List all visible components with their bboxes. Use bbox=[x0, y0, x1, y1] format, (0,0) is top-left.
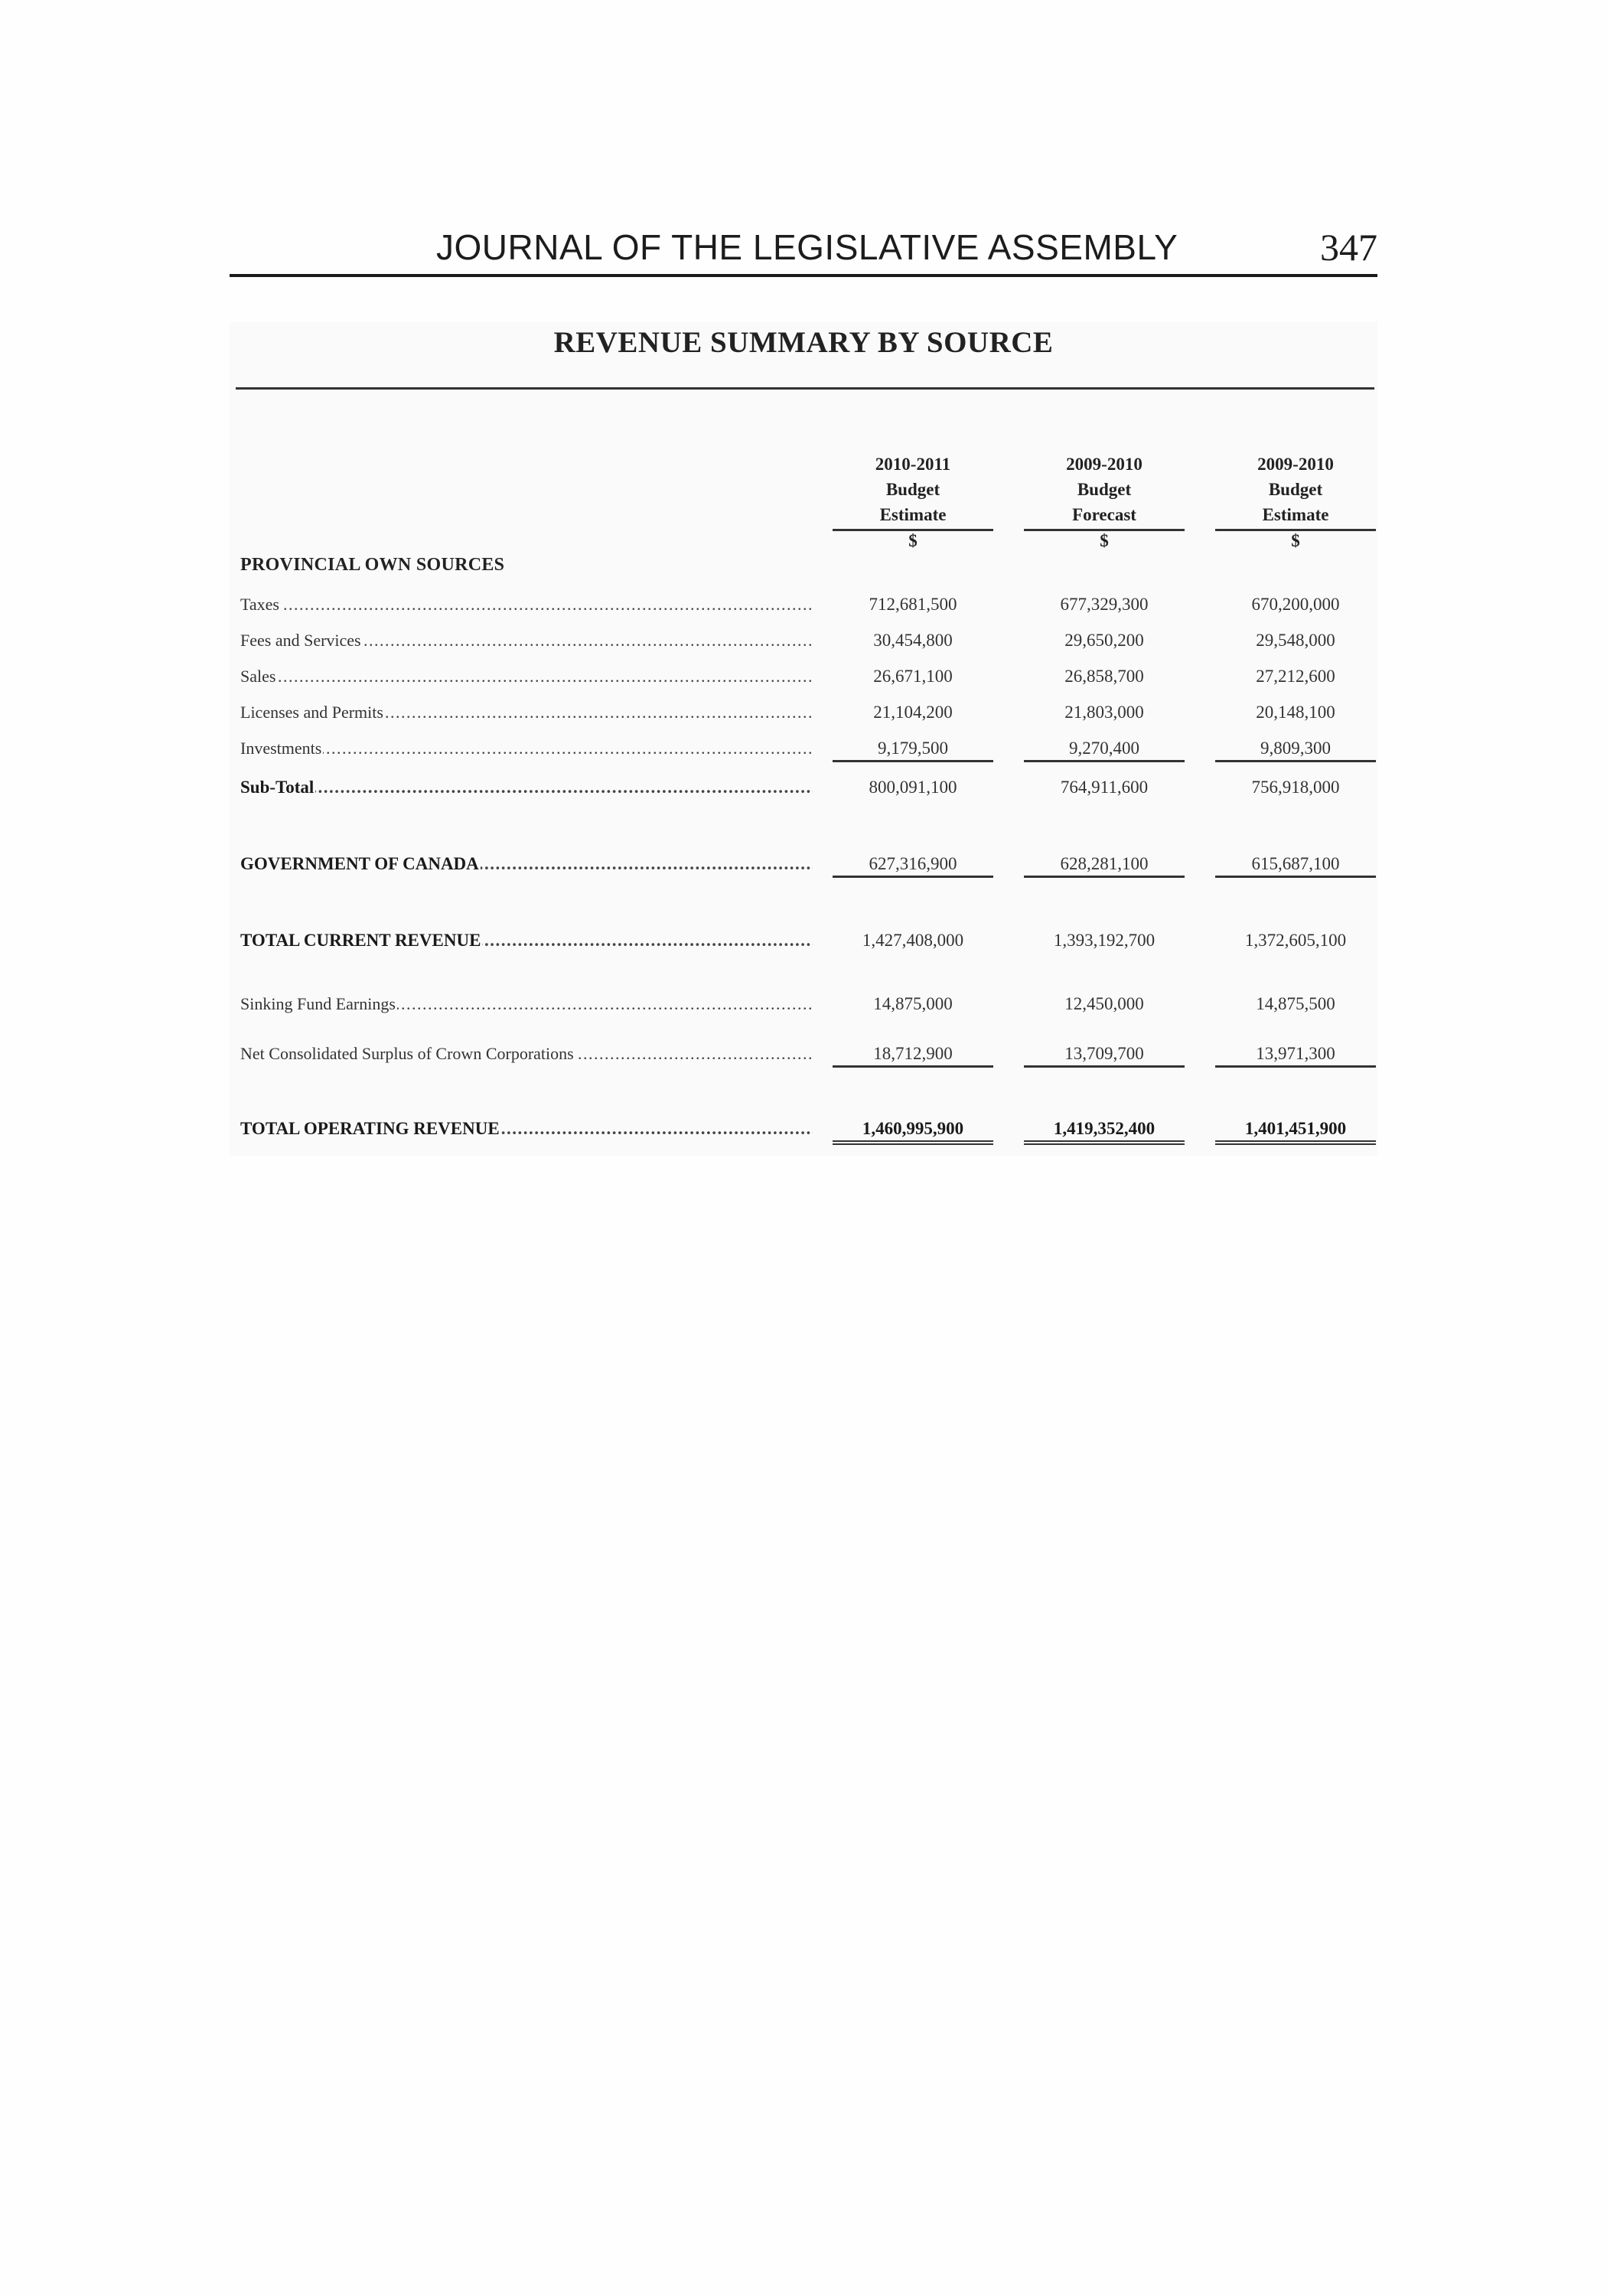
row-label: Sub-Total ..... bbox=[240, 778, 813, 804]
value-2009-2010-estimate: 29,548,000 bbox=[1256, 631, 1335, 650]
table-title: REVENUE SUMMARY BY SOURCE bbox=[553, 326, 1054, 359]
value-2010-2011-estimate: 9,179,500 bbox=[833, 739, 993, 762]
value-2009-2010-forecast: 677,329,300 bbox=[1060, 595, 1149, 614]
subtotal-row bbox=[230, 776, 1377, 804]
column-header-1 bbox=[833, 452, 993, 551]
total-current-revenue-row bbox=[230, 929, 1377, 957]
column-header-2 bbox=[1024, 452, 1185, 551]
value-2009-2010-forecast: 9,270,400 bbox=[1024, 739, 1185, 762]
column-line3: Estimate bbox=[879, 505, 947, 524]
value-2009-2010-forecast: 764,911,600 bbox=[1060, 778, 1149, 797]
value-2010-2011-estimate: 1,427,408,000 bbox=[862, 931, 964, 950]
table-row bbox=[230, 629, 1377, 657]
row-label: TOTAL CURRENT REVENUE ..... bbox=[240, 931, 813, 957]
value-2009-2010-estimate: 13,971,300 bbox=[1215, 1044, 1376, 1068]
value-2009-2010-estimate: 1,401,451,900 bbox=[1215, 1119, 1376, 1145]
table-row bbox=[230, 665, 1377, 693]
total-operating-revenue-row bbox=[230, 1117, 1377, 1145]
column-line2: Budget bbox=[885, 480, 940, 499]
value-2010-2011-estimate: 30,454,800 bbox=[873, 631, 953, 650]
value-2010-2011-estimate: 21,104,200 bbox=[873, 703, 953, 722]
value-2010-2011-estimate: 712,681,500 bbox=[869, 595, 957, 614]
row-label: GOVERNMENT OF CANADA ..... bbox=[240, 854, 813, 880]
journal-title: JOURNAL OF THE LEGISLATIVE ASSEMBLY bbox=[436, 227, 1178, 267]
column-line3: Forecast bbox=[1072, 505, 1136, 524]
value-2009-2010-estimate: 14,875,500 bbox=[1256, 994, 1335, 1013]
revenue-summary-table bbox=[230, 321, 1377, 1156]
value-2009-2010-forecast: 1,419,352,400 bbox=[1024, 1119, 1185, 1145]
column-line3: Estimate bbox=[1262, 505, 1329, 524]
column-year: 2009-2010 bbox=[1066, 455, 1143, 474]
column-line2: Budget bbox=[1077, 480, 1132, 499]
value-2009-2010-estimate: 1,372,605,100 bbox=[1244, 931, 1347, 950]
value-2009-2010-forecast: 628,281,100 bbox=[1024, 854, 1185, 878]
row-label: TOTAL OPERATING REVENUE ..... bbox=[240, 1119, 813, 1145]
value-2010-2011-estimate: 14,875,000 bbox=[873, 994, 953, 1013]
section-heading: PROVINCIAL OWN SOURCES bbox=[240, 555, 505, 575]
value-2009-2010-estimate: 9,809,300 bbox=[1215, 739, 1376, 762]
column-currency: $ bbox=[908, 531, 918, 550]
value-2010-2011-estimate: 18,712,900 bbox=[833, 1044, 993, 1068]
page-number: 347 bbox=[1320, 226, 1377, 269]
row-label: Fees and Services ..... bbox=[240, 631, 813, 657]
value-2009-2010-forecast: 1,393,192,700 bbox=[1053, 931, 1156, 950]
government-of-canada-row bbox=[230, 853, 1377, 880]
value-2009-2010-forecast: 26,858,700 bbox=[1064, 667, 1144, 686]
value-2010-2011-estimate: 1,460,995,900 bbox=[833, 1119, 993, 1145]
value-2009-2010-estimate: 27,212,600 bbox=[1256, 667, 1335, 686]
table-row bbox=[230, 701, 1377, 729]
column-year: 2010-2011 bbox=[875, 455, 951, 474]
table-row bbox=[230, 593, 1377, 621]
value-2009-2010-estimate: 670,200,000 bbox=[1251, 595, 1340, 614]
value-2009-2010-estimate: 20,148,100 bbox=[1256, 703, 1335, 722]
value-2009-2010-forecast: 12,450,000 bbox=[1064, 994, 1144, 1013]
row-label: Sales ..... bbox=[240, 667, 813, 693]
table-row bbox=[230, 993, 1377, 1020]
column-currency: $ bbox=[1100, 531, 1109, 550]
column-header-3 bbox=[1215, 452, 1376, 551]
row-label: Taxes ..... bbox=[240, 595, 813, 621]
value-2009-2010-forecast: 21,803,000 bbox=[1064, 703, 1144, 722]
value-2009-2010-forecast: 13,709,700 bbox=[1024, 1044, 1185, 1068]
value-2009-2010-estimate: 615,687,100 bbox=[1215, 854, 1376, 878]
table-row bbox=[230, 737, 1377, 765]
column-line2: Budget bbox=[1268, 480, 1323, 499]
column-currency: $ bbox=[1291, 531, 1300, 550]
value-2009-2010-forecast: 29,650,200 bbox=[1064, 631, 1144, 650]
value-2010-2011-estimate: 800,091,100 bbox=[869, 778, 957, 797]
title-rule bbox=[236, 387, 1374, 390]
value-2010-2011-estimate: 26,671,100 bbox=[873, 667, 953, 686]
row-label: Sinking Fund Earnings ..... bbox=[240, 994, 813, 1020]
running-head bbox=[230, 220, 1377, 277]
row-label: Net Consolidated Surplus of Crown Corporations ..... bbox=[240, 1044, 813, 1070]
value-2010-2011-estimate: 627,316,900 bbox=[833, 854, 993, 878]
table-row bbox=[230, 1042, 1377, 1070]
column-year: 2009-2010 bbox=[1257, 455, 1334, 474]
row-label: Investments ..... bbox=[240, 739, 813, 765]
value-2009-2010-estimate: 756,918,000 bbox=[1251, 778, 1340, 797]
row-label: Licenses and Permits ..... bbox=[240, 703, 813, 729]
